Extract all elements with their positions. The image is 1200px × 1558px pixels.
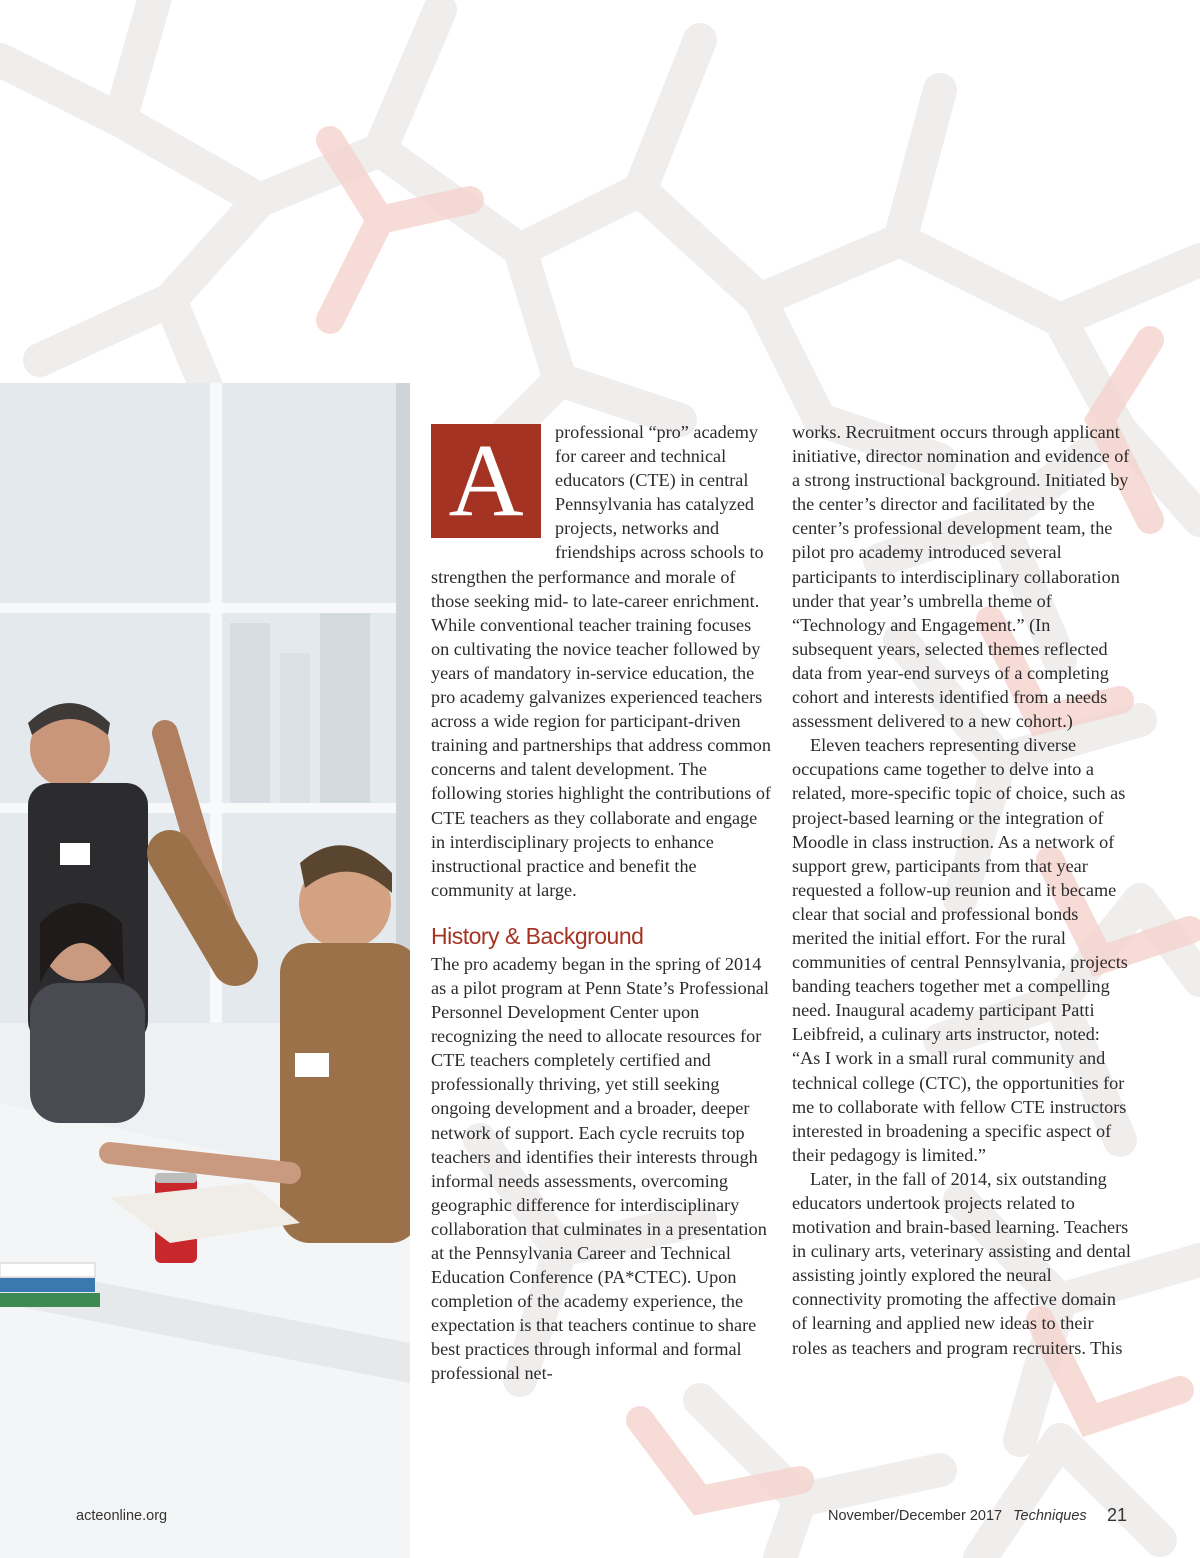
classroom-photo	[0, 383, 410, 1558]
history-paragraph-1-continued: works. Recruitment occurs through applicant initiative, director nomination and evidence of a strong instructional background. Initiated by the center’s director and facilitated by the center’s professional development team, the pilot pro academy introduced several participants to interdisciplinary collaboration under that year’s umbrella theme of “Technology and Engagement.” (In subsequent years, selected themes reflected data from year-end surveys of a completing cohort and interests identified from a needs assessment delivered to a new cohort.)	[792, 422, 1130, 732]
history-paragraph-2: Eleven teachers representing diverse occupations came together to delve into a related, more-specific topic of choice, such as project-based learning or the integration of Moodle in class instruction. As a network of support grew, participants from that year requested a follow-up reunion and it became clear that social and professional bonds merited the initial effort. For the rural communities of central Pennsylvania, projects banding teachers together met a compelling need. Inaugural academy participant Patti Leibfreid, a culinary arts instructor, noted: “As I work in a small rural community and technical college (CTC), the opportunities for me to collaborate with fellow CTE instructors interested in broadening a specific aspect of their pedagogy is limited.”	[792, 735, 1128, 1165]
intro-paragraph: professional “pro” academy for career and technical educators (CTE) in central Pennsylvania has catalyzed projects, networks and friendships across schools to strengthen the performance and morale of those seeking mid- to late-career enrichment. While conventional teacher training focuses on cultivating the novice teacher followed by years of mandatory in-service education, the pro academy galvanizes experienced teachers across a wide region for participant-driven training and partnerships that address common concerns and talent development. The following stories highlight the contributions of CTE teachers as they collaborate and engage in interdisciplinary projects to enhance instructional practice and benefit the community at large.	[431, 422, 771, 900]
article-column-left	[431, 420, 771, 1386]
page-number: 21	[1107, 1505, 1128, 1525]
footer-website: acteonline.org	[76, 1508, 168, 1524]
section-heading: History & Background	[431, 922, 644, 949]
footer-magazine-name: Techniques	[1013, 1508, 1087, 1524]
history-paragraph-1: The pro academy began in the spring of 2014 as a pilot program at Penn State’s Professional Personnel Development Center upon recognizing the need to allocate resources for CTE teachers completely certified and professionally thriving, yet still seeking ongoing development and a broader, deeper network of support. Each cycle recruits top teachers and identifies their interests through informal needs assessments, overcoming geographic difference for interdisciplinary collaboration that culminates in a presentation at the Pennsylvania Career and Technical Education Conference (PA*CTEC). Upon completion of the academy experience, the expectation is that teachers continue to share best practices through informal and formal professional net-	[431, 953, 769, 1384]
article-column-right	[792, 420, 1132, 1360]
footer-issue-date: November/December 2017	[828, 1508, 1003, 1524]
drop-cap: A	[431, 424, 541, 538]
history-paragraph-3: Later, in the fall of 2014, six outstanding educators undertook projects related to motivation and brain-based learning. Teachers in culinary arts, veterinary assisting and dental assisting jointly explored the neural connectivity promoting the affective domain of learning and applied new ideas to their roles as teachers and program recruiters. This	[792, 1168, 1131, 1358]
